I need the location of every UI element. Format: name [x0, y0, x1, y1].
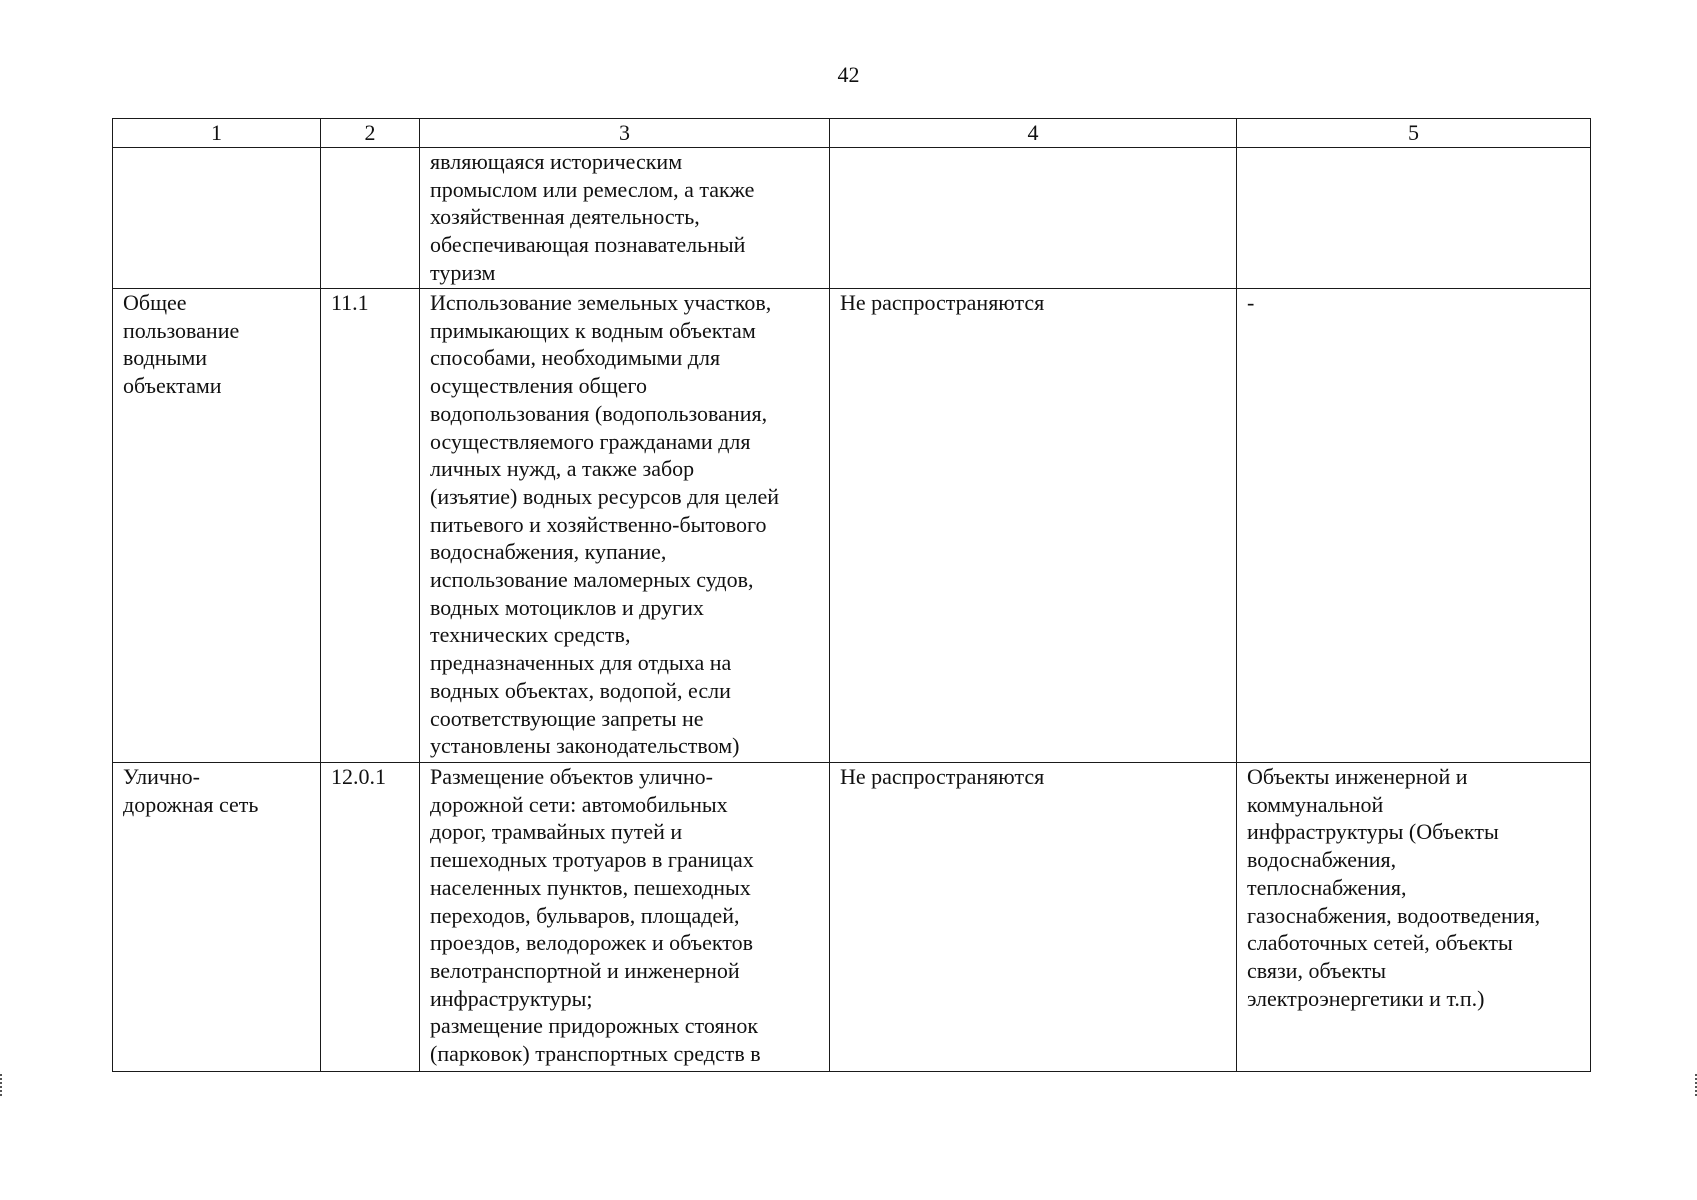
cell-restrictions [830, 148, 1237, 289]
cell-use-code [321, 148, 420, 289]
table-row [113, 763, 1591, 1072]
cell-restrictions: Не распространяются [830, 289, 1237, 763]
scan-margin-mark-right [1691, 1074, 1697, 1096]
cell-restrictions: Не распространяются [830, 763, 1237, 1072]
cell-use-code: 12.0.1 [321, 763, 420, 1072]
cell-use-name [113, 148, 321, 289]
table-row [113, 289, 1591, 763]
cell-use-name: Общее пользование водными объектами [113, 289, 321, 763]
page-number: 42 [837, 62, 860, 87]
cell-permitted-objects: - [1237, 289, 1591, 763]
cell-use-code: 11.1 [321, 289, 420, 763]
header-row [113, 119, 1591, 148]
cell-use-description: являющаяся историческим промыслом или ремеслом, а также хозяйственная деятельность, обеспечивающая познавательный туризм [420, 148, 830, 289]
cell-use-name: Улично- дорожная сеть [113, 763, 321, 1072]
cell-use-description: Использование земельных участков, примыкающих к водным объектам способами, необходимыми для осуществления общего водопользования (водопользования, осуществляемого гражданами для личных нужд, а также забор (изъятие) водных ресурсов для целей питьевого и хозяйственно-бытового водоснабжения, купание, использование маломерных судов, водных мотоциклов и других технических средств, предназначенных для отдыха на водных объектах, водопой, если соответствующие запреты не установлены законодательством) [420, 289, 830, 763]
cell-use-description: Размещение объектов улично- дорожной сети: автомобильных дорог, трамвайных путей и пешеходных тротуаров в границах населенных пунктов, пешеходных переходов, бульваров, площадей, проездов, велодорожек и объектов велотранспортной и инженерной инфраструктуры; размещение придорожных стоянок (парковок) транспортных средств в [420, 763, 830, 1072]
cell-permitted-objects: Объекты инженерной и коммунальной инфраструктуры (Объекты водоснабжения, теплоснабжения, газоснабжения, водоотведения, слаботочных сетей, объекты связи, объекты электроэнергетики и т.п.) [1237, 763, 1591, 1072]
header-col-4: 4 [830, 119, 1237, 148]
header-col-3: 3 [420, 119, 830, 148]
land-use-table [112, 118, 1591, 1072]
header-col-5: 5 [1237, 119, 1591, 148]
table-row [113, 148, 1591, 289]
header-col-2: 2 [321, 119, 420, 148]
cell-permitted-objects [1237, 148, 1591, 289]
header-col-1: 1 [113, 119, 321, 148]
scan-margin-mark-left [0, 1074, 6, 1096]
